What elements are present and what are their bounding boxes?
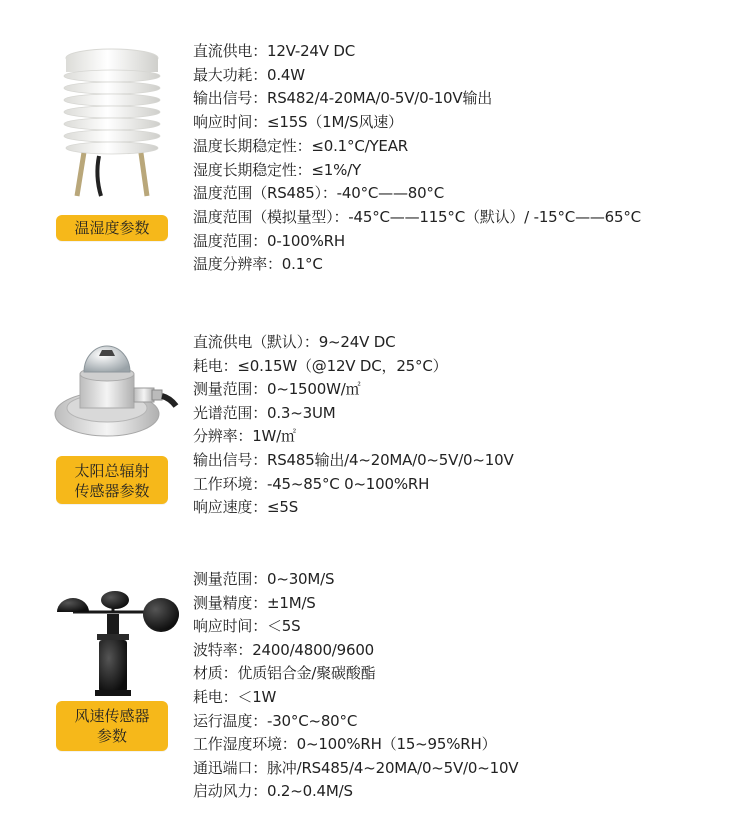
spec-line: 启动风力：0.2~0.4M/S	[193, 782, 353, 801]
spec-line: 耗电：≤0.15W（@12V DC，25°C）	[193, 356, 448, 375]
spec-line: 输出信号：RS485输出/4~20MA/0~5V/0~10V	[193, 450, 514, 469]
spec-line: 温度范围：0-100%RH	[193, 231, 345, 250]
spec-line: 直流供电：12V-24V DC	[193, 42, 356, 60]
spec-line: 分辨率：1W/㎡	[193, 427, 296, 446]
spec-line: 工作环境：-45~85°C 0~100%RH	[193, 474, 430, 493]
solar-radiation-spec-list	[193, 331, 514, 520]
wind-speed-badge: 风速传感器 参数	[56, 701, 168, 751]
spec-line: 测量范围：0~1500W/㎡	[193, 380, 361, 399]
spec-line: 运行温度：-30°C~80°C	[193, 711, 358, 730]
spec-line: 测量范围：0~30M/S	[193, 570, 335, 588]
cup-anemometer-icon	[55, 590, 180, 700]
spec-line: 温度分辨率：0.1°C	[193, 255, 323, 274]
spec-line: 响应时间：＜5S	[193, 617, 301, 636]
spec-line: 耗电：＜1W	[193, 687, 277, 706]
spec-line: 湿度长期稳定性：≤1%/Y	[193, 160, 361, 179]
spec-line: 响应速度：≤5S	[193, 498, 299, 517]
temp-humidity-spec-list	[193, 40, 641, 277]
temp-humidity-section	[0, 0, 750, 290]
spec-line: 光谱范围：0.3~3UM	[193, 403, 336, 422]
spec-line: 工作湿度环境：0~100%RH（15~95%RH）	[193, 735, 497, 754]
spec-line: 最大功耗：0.4W	[193, 65, 305, 84]
louvered-shield-sensor-icon	[55, 46, 170, 206]
wind-speed-section	[0, 560, 750, 822]
spec-line: 温度范围（模拟量型）：-45°C——115°C（默认）/ -15°C——65°C	[193, 207, 641, 226]
spec-line: 温度范围（RS485）：-40°C——80°C	[193, 184, 445, 203]
temp-humidity-badge: 温湿度参数	[56, 215, 168, 241]
solar-radiation-section	[0, 320, 750, 540]
spec-line: 输出信号：RS482/4-20MA/0-5V/0-10V输出	[193, 89, 493, 108]
spec-line: 直流供电（默认）：9~24V DC	[193, 333, 396, 351]
solar-radiation-badge: 太阳总辐射 传感器参数	[56, 456, 168, 504]
spec-line: 温度长期稳定性：≤0.1°C/YEAR	[193, 136, 408, 155]
spec-line: 材质：优质铝合金/聚碳酸酯	[193, 664, 376, 683]
spec-line: 通迅端口：脉冲/RS485/4~20MA/0~5V/0~10V	[193, 758, 519, 777]
spec-line: 测量精度：±1M/S	[193, 593, 316, 612]
pyranometer-icon	[52, 326, 182, 451]
spec-line: 响应时间：≤15S（1M/S风速）	[193, 113, 403, 132]
wind-speed-spec-list	[193, 568, 518, 804]
spec-line: 波特率：2400/4800/9600	[193, 640, 375, 659]
